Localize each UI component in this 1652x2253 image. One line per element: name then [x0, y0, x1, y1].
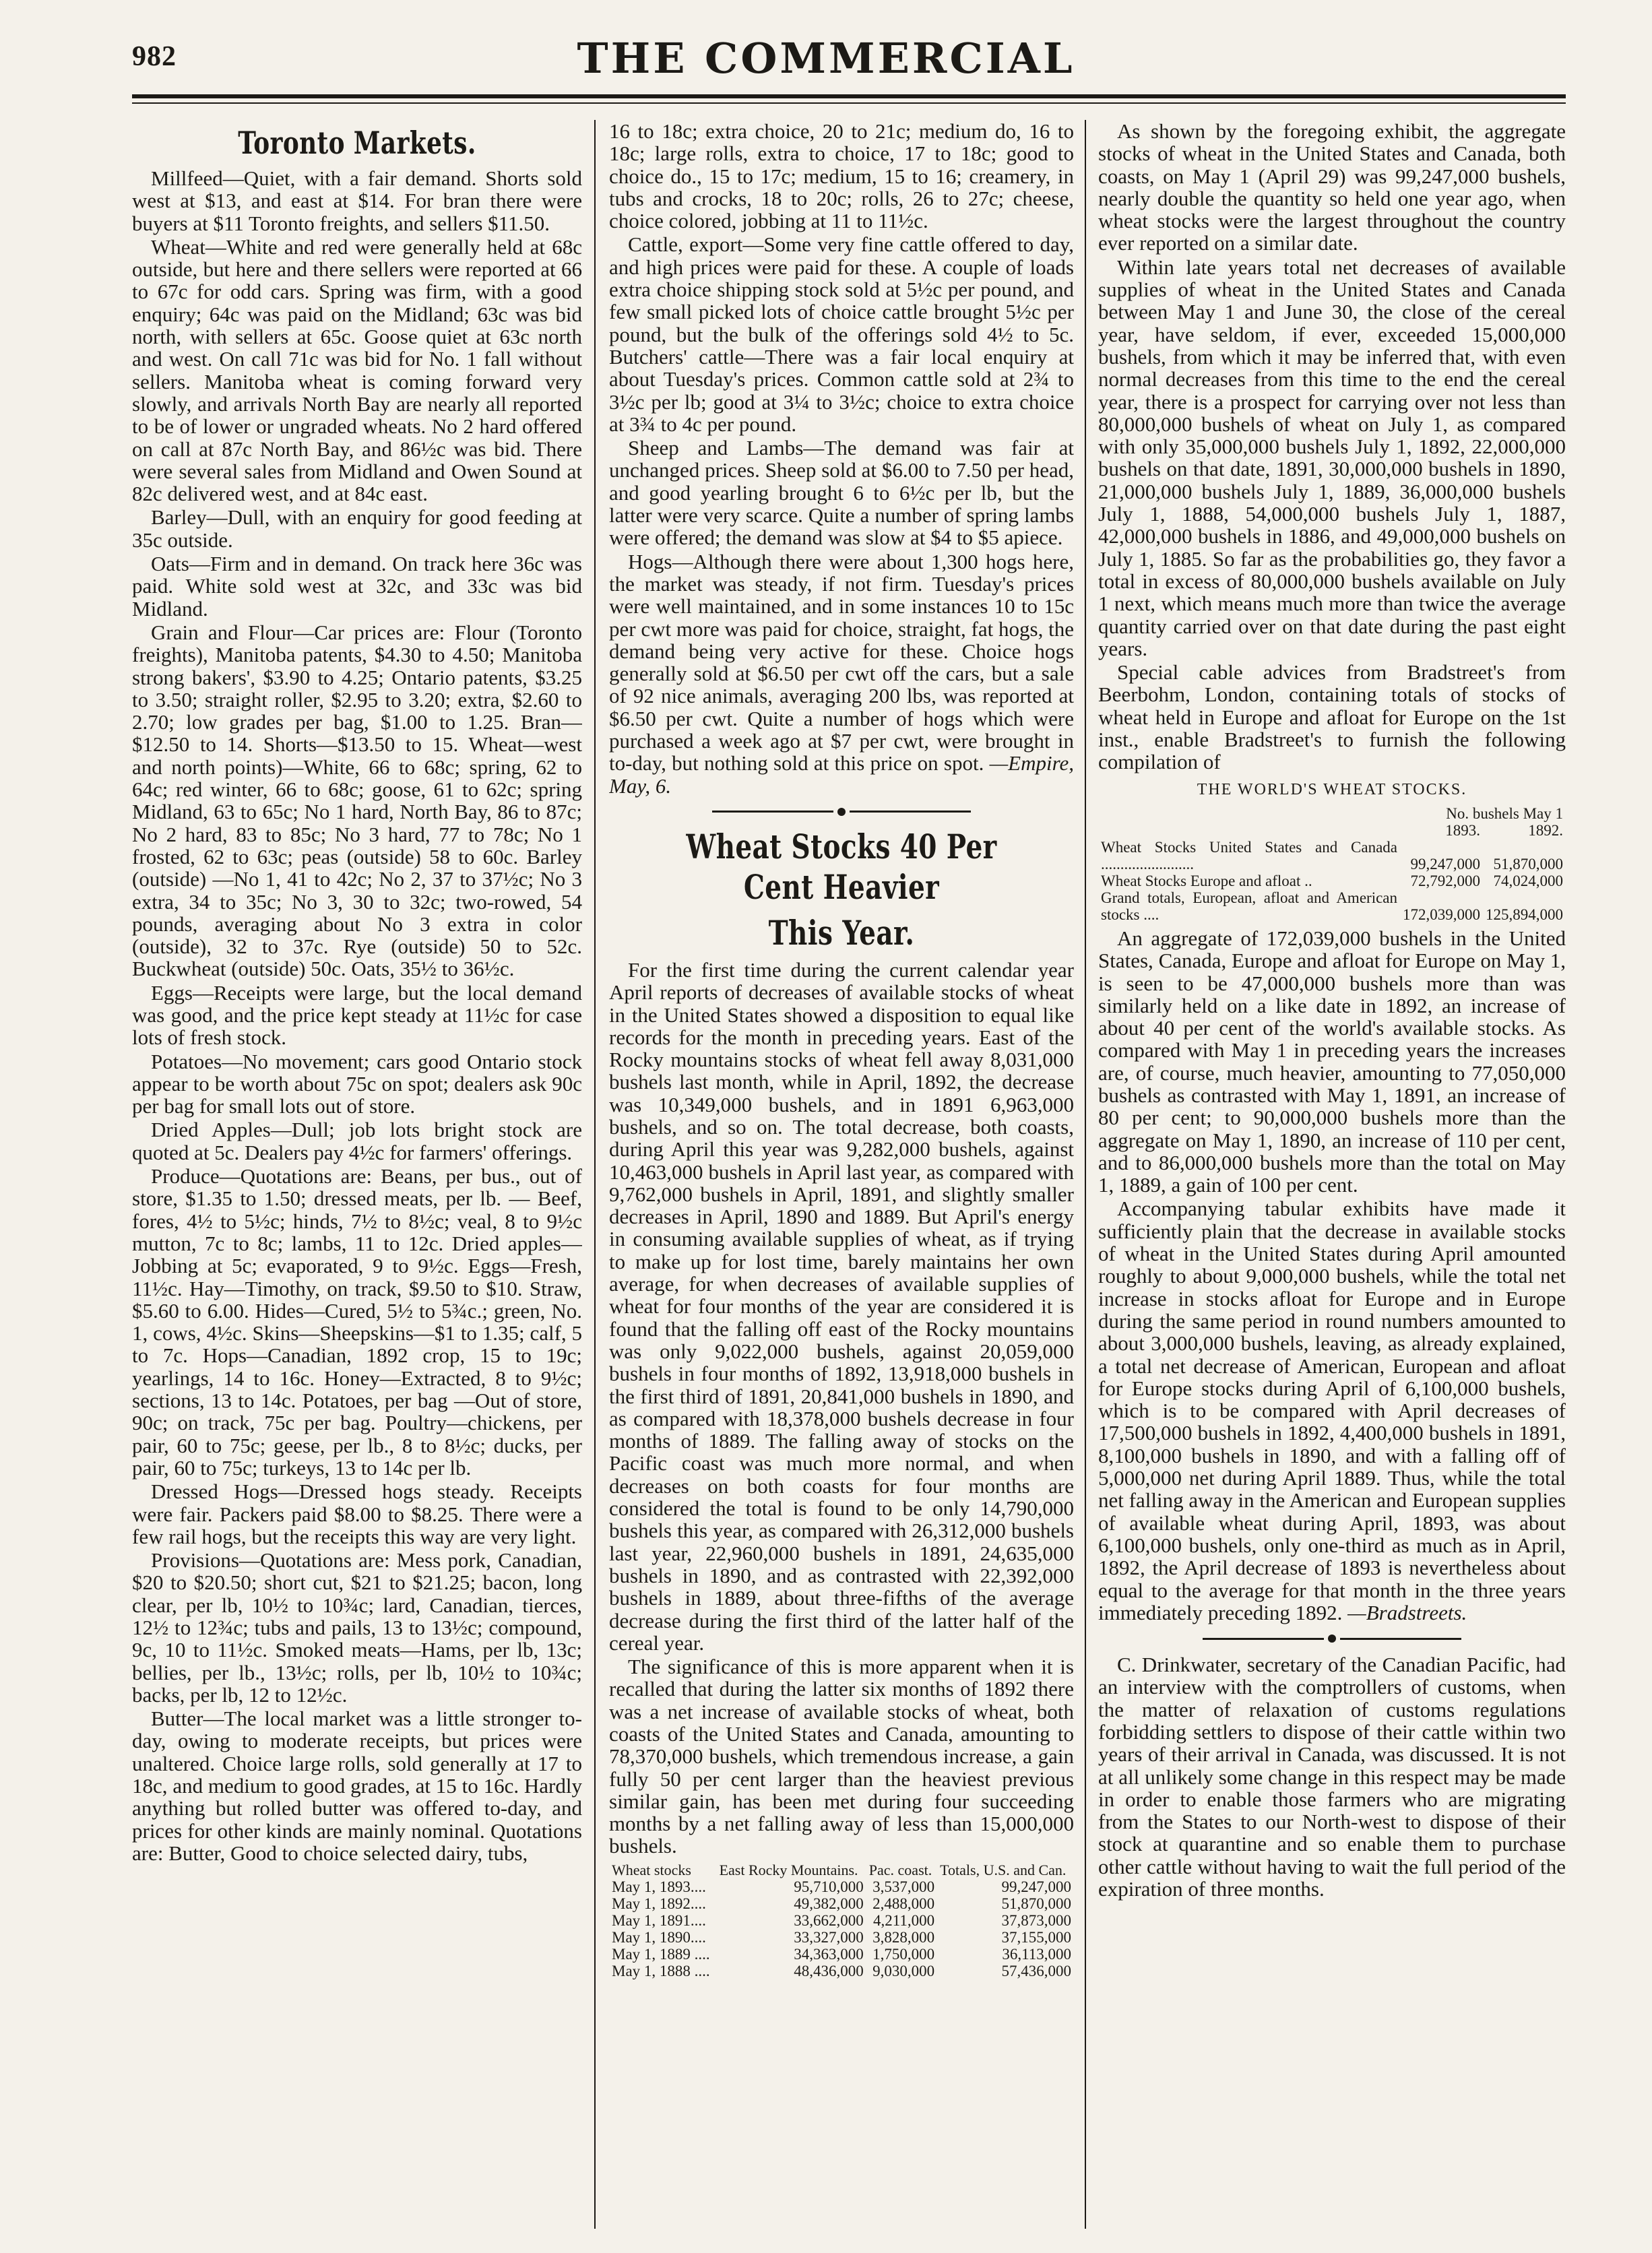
- paragraph: Provisions—Quotations are: Mess pork, Canadian, $20 to $20.50; short cut, $21 to $21.25; bacon, long clear, per lb, 10½ to 10¾c; lard, Canadian, tierces, 12½ to 12¾c; tubs and pails, 13 to 13½c; compound, 9c, 10 to 11½c. Smoked meats—Hams, per lb, 13c; bellies, per lb., 13½c; rolls, per lb, 10½ to 10¾c; backs, per lb, 12 to 12½c.: [132, 1548, 582, 1707]
- paragraph: 16 to 18c; extra choice, 20 to 21c; medium do, 16 to 18c; large rolls, extra to choice, 17 to 18c; good to choice do., 15 to 17c; medium, 15 to 16; creamery, in tubs and crocks, 18 to 20c; rolls, 26 to 27c; cheese, choice colored, jobbing at 11 to 11½c.: [609, 120, 1074, 233]
- paragraph: Cattle, export—Some very fine cattle offered to day, and high prices were paid for these. A couple of loads extra choice shipping stock sold at 5½c per pound, and few small picked lots of choice cattle brought 5½c per pound, but the bulk of the offerings sold 4½ to 5c. Butchers' cattle—There was a fair local enquiry at about Tuesday's prices. Common cattle sold at 2¾ to 3½c per lb; good at 3¼ to 3½c; choice to extra choice at 3¾ to 4c per pound.: [609, 232, 1074, 436]
- table-row: [609, 1912, 1074, 1929]
- table-cell: 3,537,000: [872, 1878, 935, 1895]
- table-cell: May 1, 1888 ....: [612, 1962, 710, 1979]
- paragraph: Dressed Hogs—Dressed hogs steady. Receipts were fair. Packers paid $8.00 to $8.25. There were a few rail hogs, but the receipts this way are very light.: [132, 1480, 582, 1548]
- table-cell: 9,030,000: [872, 1962, 935, 1979]
- table-cell: 74,024,000: [1493, 872, 1563, 889]
- paragraph: [1098, 1197, 1566, 1624]
- table-cell: May 1, 1890....: [612, 1928, 706, 1946]
- table-row: [1098, 839, 1566, 872]
- paragraph: Dried Apples—Dull; job lots bright stock are quoted at 5c. Dealers pay 4½c for farmers' offerings.: [132, 1118, 582, 1164]
- table-row: [609, 1963, 1074, 1979]
- paragraph: Special cable advices from Bradstreet's from Beerbohm, London, containing totals of stocks of wheat held in Europe and afloat for Europe on the 1st inst., enable Bradstreet's to furnish the following compilation of: [1098, 660, 1566, 774]
- table-cell: 172,039,000: [1403, 906, 1480, 923]
- table-row: [609, 1946, 1074, 1963]
- table-cell: May 1, 1891....: [612, 1911, 706, 1929]
- column-divider: [1085, 120, 1086, 2229]
- table-cell: 99,247,000: [1001, 1878, 1071, 1895]
- column-divider: [594, 120, 596, 2229]
- paragraph: The significance of this is more apparent when it is recalled that during the latter six months of 1892 there was a net increase of available stocks of wheat, both coasts of the United States and Canada, amounting to 78,370,000 bushels, which tremendous increase, a gain fully 50 per cent larger than the heaviest previous similar gain, has been met during four succeeding months by a net falling away of less than 15,000,000 bushels.: [609, 1655, 1074, 1858]
- header-rule: [132, 94, 1566, 98]
- table-cell: 48,436,000: [794, 1962, 864, 1979]
- table-cell: 37,873,000: [1001, 1911, 1071, 1929]
- paragraph: An aggregate of 172,039,000 bushels in the United States, Canada, Europe and afloat for Europe on May 1, is seen to be 47,000,000 bushels more than was similarly held on a like date in 1892, an increase of about 40 per cent of the world's available stocks. As compared with May 1 in preceding years the increases are, of course, much heavier, amounting to 77,050,000 bushels as contrasted with May 1, 1891, an increase of 80 per cent; to 90,000,000 bushels more than the aggregate on May 1, 1890, an increase of 110 per cent, and to 86,000,000 bushels more than the total on May 1, 1889, a gain of 100 per cent.: [1098, 926, 1566, 1197]
- paragraph-text: Hogs—Although there were about 1,300 hogs here, the market was steady, if not firm. Tuesday's prices were well maintained, and in some instances 10 to 15c per cwt more was paid for choice, straight, fat hogs, the demand being very active for these. Choice hogs generally sold at $6.50 per cwt off the cars, but a sale of 92 nice animals, averaging 200 lbs, was reported at $6.50 per cwt. Quite a number of hogs which were purchased a week ago at $7 per cwt, were brought in to-day, but nothing sold at this price on spot.: [609, 549, 1074, 775]
- paragraph: Barley—Dull, with an enquiry for good feeding at 35c outside.: [132, 505, 582, 552]
- table-header-row: [1098, 805, 1566, 822]
- source-credit: —Empire, May, 6.: [609, 751, 1074, 798]
- table-cell: 33,662,000: [794, 1911, 864, 1929]
- table-cell: May 1, 1892....: [612, 1895, 706, 1912]
- paragraph: [609, 550, 1074, 797]
- paragraph: Potatoes—No movement; cars good Ontario stock appear to be worth about 75c on spot; dealers ask 90c per bag for small lots out of store.: [132, 1049, 582, 1118]
- table-cell: 37,155,000: [1001, 1928, 1071, 1946]
- table-cell: 95,710,000: [794, 1878, 864, 1895]
- table-header: Pac. coast.: [868, 1861, 932, 1878]
- world-wheat-stocks-table: [1098, 805, 1566, 923]
- article-title-toronto-markets: Toronto Markets.: [238, 125, 476, 161]
- table-cell: May 1, 1893....: [612, 1878, 706, 1895]
- table-row: [609, 1929, 1074, 1946]
- table-cell: Grand totals, European, afloat and American stocks ....: [1101, 889, 1397, 923]
- masthead: THE COMMERCIAL: [577, 34, 1075, 83]
- table-row: [1098, 872, 1566, 889]
- table-header: 1892.: [1528, 821, 1563, 839]
- column-1: [132, 120, 582, 2229]
- article-separator: [1098, 1629, 1566, 1648]
- table-header: East Rocky Mountains.: [719, 1861, 858, 1878]
- table-cell: 49,382,000: [794, 1895, 864, 1912]
- table-cell: 1,750,000: [872, 1945, 935, 1963]
- table-cell: 125,894,000: [1486, 906, 1563, 923]
- paragraph: Sheep and Lambs—The demand was fair at unchanged prices. Sheep sold at $6.00 to 7.50 per head, and good yearling brought 6 to 6½c per lb, but the latter were very scarce. Quite a number of spring lambs were offered; the demand was slow at $4 to $5 apiece.: [609, 436, 1074, 550]
- paragraph: Wheat—White and red were generally held at 68c outside, but here and there sellers were reported at 66 to 67c for odd cars. Spring was firm, with a good enquiry; 64c was paid on the Midland; 63c was bid north, with sellers at 65c. Goose quiet at 63c north and west. On call 71c was bid for No. 1 fall without sellers. Manitoba wheat is coming forward very slowly, and arrivals North Bay are nearly all reported to be of lower or ungraded wheats. No 2 hard offered on call at 87c North Bay, and 86½c was bid. There were several sales from Midland and Owen Sound at 82c delivered west, and at 84c east.: [132, 234, 582, 506]
- header-rule-thin: [132, 102, 1566, 104]
- paragraph: Within late years total net decreases of available supplies of wheat in the United States and Canada between May 1 and June 30, the close of the cereal year, have seldom, if ever, exceeded 15,000,000 bushels, from which it may be inferred that, with even normal decreases from this time to the end the cereal year, there is a prospect for carrying over not less than 80,000,000 bushels of wheat on July 1, as compared with only 35,000,000 bushels July 1, 1892, 22,000,000 bushels on that date, 1891, 30,000,000 bushels in 1890, 21,000,000 bushels July 1, 1889, 36,000,000 bushels July 1, 1888, 54,000,000 bushels July 1, 1887, 42,000,000 bushels in 1886, and 49,000,000 bushels on July 1, 1885. So far as the probabilities go, they favor a total in excess of 80,000,000 bushels available on July 1 next, which means much more than twice the average quantity carried over on that date during the past eight years.: [1098, 255, 1566, 660]
- table-cell: 36,113,000: [1002, 1945, 1071, 1963]
- table-cell: 34,363,000: [794, 1945, 864, 1963]
- world-wheat-stocks-title: THE WORLD'S WHEAT STOCKS.: [1197, 780, 1467, 798]
- page-header: [0, 0, 1652, 94]
- table-cell: 4,211,000: [873, 1911, 935, 1929]
- table-cell: May 1, 1889 ....: [612, 1945, 710, 1963]
- source-credit: —Bradstreets.: [1347, 1600, 1467, 1624]
- table-cell: 33,327,000: [794, 1928, 864, 1946]
- paragraph: Oats—Firm and in demand. On track here 36c was paid. White sold west at 32c, and 33c was bid Midland.: [132, 552, 582, 621]
- paragraph: Eggs—Receipts were large, but the local demand was good, and the price kept steady at 11½c for case lots of fresh stock.: [132, 980, 582, 1050]
- paragraph-text: Accompanying tabular exhibits have made it sufficiently plain that the decrease in available stocks of wheat in the United States during April amounted roughly to about 9,000,000 bushels, while the total net increase in stocks afloat for Europe and in Europe during the same period in round numbers amounted to about 3,000,000 bushels, leaving, as already explained, a total net decrease of American, European and afloat for Europe stocks during April of 6,100,000 bushels, which is to be compared with April decreases of 17,500,000 bushels in 1892, 4,400,000 bushels in 1891, 8,100,000 bushels in 1890, and with a falling off of 5,000,000 net during April 1889. Thus, while the total net falling away in the American and European supplies of available wheat during April, 1893, was about 6,100,000 bushels, only one-third as much as in April, 1892, the April decrease of 1893 is nevertheless about equal to the average for that month in the three years immediately preceding 1892.: [1098, 1197, 1566, 1624]
- table-header-row: [609, 1862, 1074, 1878]
- column-3: [1098, 120, 1566, 2229]
- page-number: 982: [132, 41, 177, 72]
- table-cell: 72,792,000: [1410, 872, 1480, 889]
- table-header: Totals, U.S. and Can.: [940, 1861, 1067, 1878]
- paragraph: For the first time during the current calendar year April reports of decreases of available stocks of wheat in the United States showed a disposition to equal like records for the month in preceding years. East of the Rocky mountains stocks of wheat fell away 8,031,000 bushels last month, while in April, 1892, the decrease was 10,349,000 bushels, and in 1891 6,963,000 bushels, and so on. The total decrease, both coasts, during April this year was 9,282,000 bushels, against 10,463,000 bushels in April last year, as compared with 9,762,000 bushels in April, 1891, and slightly smaller decreases in April, 1890 and 1889. But April's energy in consuming available supplies of wheat, as if trying to make up for lost time, barely maintains her own average, for when decreases of available supplies of wheat for four months of the year are considered it is found that the falling off east of the Rocky mountains was only 9,022,000 bushels, against 20,059,000 bushels in four months of 1892, 13,918,000 bushels in the first third of 1891, 20,841,000 bushels in 1890, and as compared with 18,378,000 bushels decrease in four months of 1889. The falling away of stocks on the Pacific coast was much more normal, and when decreases on both coasts for four months are considered the total is found to be only 14,790,000 bushels this year, as compared with 26,312,000 bushels last year, 22,960,000 bushels in 1891, 24,635,000 bushels in 1890, and as contrasted with 22,392,000 bushels in 1889, about three-fifths of the average decrease during the first third of the latter half of the cereal year.: [609, 957, 1074, 1655]
- paragraph: As shown by the foregoing exhibit, the aggregate stocks of wheat in the United States and Canada, both coasts, on May 1 (April 29) was 99,247,000 bushels, nearly double the quantity so held one year ago, when wheat stocks were the largest throughout the country ever reported on a similar date.: [1098, 120, 1566, 255]
- table-cell: 99,247,000: [1410, 855, 1480, 872]
- wheat-stocks-table: [609, 1862, 1074, 1979]
- table-row: [609, 1878, 1074, 1895]
- table-cell: Wheat Stocks Europe and afloat ..: [1101, 872, 1312, 889]
- table-header: Wheat stocks: [612, 1861, 691, 1878]
- column-2: [609, 120, 1074, 2229]
- table-header: No. bushels May 1: [1446, 804, 1563, 822]
- table-cell: 57,436,000: [1001, 1962, 1071, 1979]
- table-row: [609, 1895, 1074, 1912]
- paragraph: Grain and Flour—Car prices are: Flour (Toronto freights), Manitoba patents, $4.30 to 4.50; Manitoba strong bakers', $3.90 to 4.25; Ontario patents, $3.25 to 3.50; straight roller, $2.95 to 3.20; extra, $2.60 to 2.70; low grades per bag, $1.00 to 1.25. Bran—$12.50 to 14. Shorts—$13.50 to 15. Wheat—west and north points)—White, 66 to 68c; spring, 62 to 64c; red winter, 66 to 68c; goose, 61 to 62c; spring Midland, 63 to 65c; No 1 hard, North Bay, 86 to 87c; No 2 hard, 83 to 85c; No 3 hard, 77 to 78c; No 1 frosted, 62 to 63c; peas (outside) 58 to 60c. Barley (outside) —No 1, 41 to 42c; No 2, 37 to 37½c; No 3 extra, 34 to 35c; No 3, 30 to 32c; two-rowed, 54 pounds, averaging about No 3 extra in color (outside), 32 to 37c. Rye (outside) 50 to 52c. Buckwheat (outside) 50c. Oats, 35½ to 36½c.: [132, 620, 582, 981]
- paragraph: Butter—The local market was a little stronger to-day, owing to moderate receipts, but prices were unaltered. Choice large rolls, sold generally at 17 to 18c, and medium to good grades, at 15 to 16c. Hardly anything but rolled butter was offered to-day, and prices for other kinds are mainly nominal. Quotations are: Butter, Good to choice selected dairy, tubs,: [132, 1707, 582, 1865]
- article-separator: [609, 802, 1074, 821]
- paragraph: Produce—Quotations are: Beans, per bus., out of store, $1.35 to 1.50; dressed meats, per lb. — Beef, fores, 4½ to 5½c; hinds, 7½ to 8½c; veal, 8 to 9½c mutton, 7c to 8c; lambs, 11 to 12c. Dried apples—Jobbing at 5c; evaporated, 9 to 9½c. Eggs—Fresh, 11½c. Hay—Timothy, on track, $9.50 to $10. Straw, $5.60 to 6.00. Hides—Cured, 5½ to 5¾c.; green, No. 1, cows, 4½c. Skins—Sheepskins—$1 to 1.35; calf, 5 to 7c. Hops—Canadian, 1892 crop, 15 to 19c; yearlings, 14 to 16c. Honey—Extracted, 8 to 9½c; sections, 13 to 14c. Potatoes, per bag —Out of store, 90c; on track, 75c per bag. Poultry—chickens, per pair, 60 to 75c; geese, per lb., 8 to 8½c; ducks, per pair, 60 to 75c; turkeys, 13 to 14c per lb.: [132, 1164, 582, 1480]
- table-header: 1893.: [1445, 821, 1480, 839]
- table-cell: Wheat Stocks United States and Canada ........................: [1101, 838, 1397, 872]
- article-subtitle-wheat-stocks: This Year.: [768, 912, 915, 953]
- paragraph: C. Drinkwater, secretary of the Canadian Pacific, had an interview with the comptrollers of customs, when the matter of relaxation of customs regulations forbidding settlers to dispose of their cattle within two years of their arrival in Canada, was discussed. It is not at all unlikely some change in this respect may be made in order to enable those farmers who are migrating from the States to our North-west to dispose of their stock at quarantine and so enable them to purchase other cattle without having to wait the full period of the expiration of three months.: [1098, 1653, 1566, 1901]
- paragraph: Millfeed—Quiet, with a fair demand. Shorts sold west at $13, and east at $14. For bran there were buyers at $11 Toronto freights, and sellers $11.50.: [132, 166, 582, 235]
- table-cell: 3,828,000: [872, 1928, 935, 1946]
- article-title-wheat-stocks: Wheat Stocks 40 Per Cent Heavier: [686, 826, 997, 907]
- table-row: [1098, 889, 1566, 923]
- table-cell: 51,870,000: [1493, 855, 1563, 872]
- table-header-row: [1098, 822, 1566, 839]
- table-cell: 2,488,000: [872, 1895, 935, 1912]
- table-cell: 51,870,000: [1001, 1895, 1071, 1912]
